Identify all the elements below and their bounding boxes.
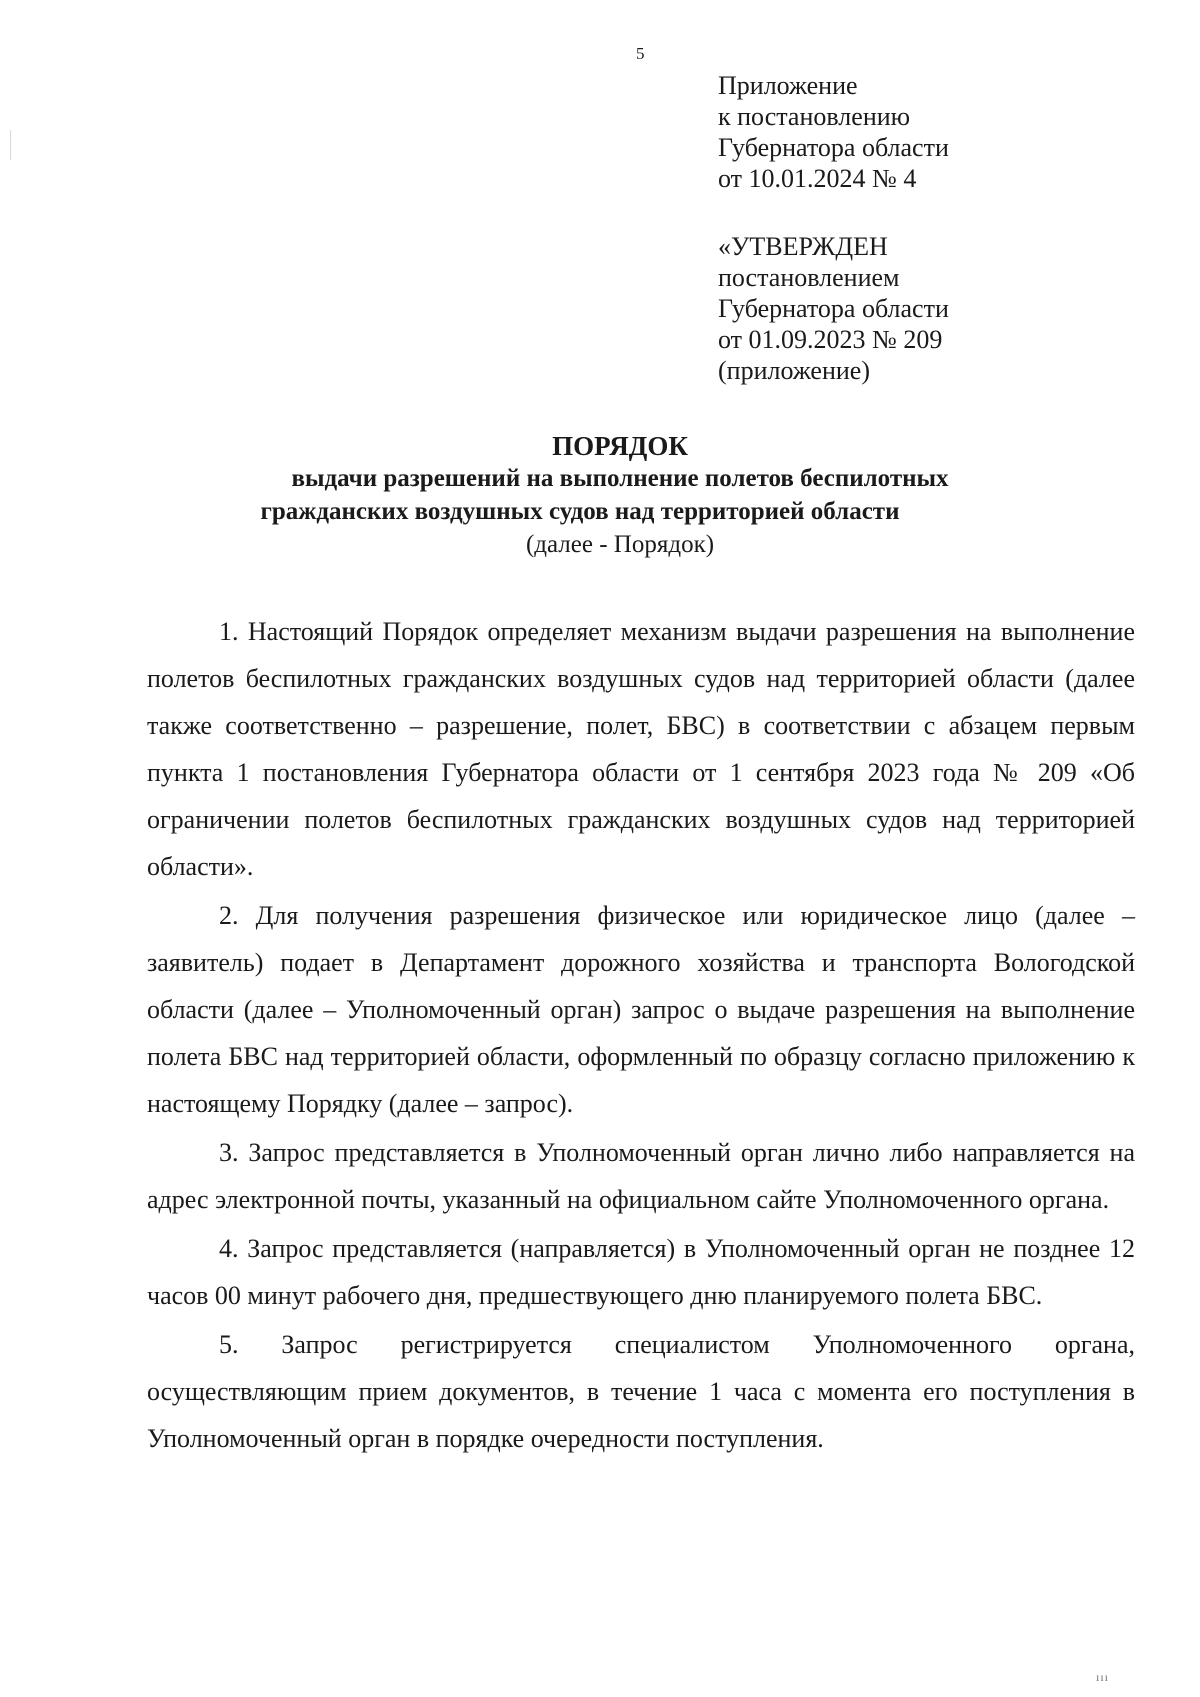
document-title: ПОРЯДОК: [552, 431, 688, 461]
paragraph-2: 2. Для получения разрешения физическое или юридическое лицо (далее – заявитель) подает в Департамент дорожного хозяйства и транспорта Вологодской области (далее – Уполномоченный орган) запрос о выдаче разрешения на выполнение полета БВС над территорией области, оформленный по образцу согласно приложению к настоящему Порядку (далее – запрос).: [147, 901, 1135, 1118]
approval-date-line: от 01.09.2023 № 209: [718, 325, 943, 354]
document-subtitle-line: гражданских воздушных судов над территорией области: [260, 498, 900, 525]
document-body: [147, 608, 1135, 1464]
paragraph-3: 3. Запрос представляется в Уполномоченный орган лично либо направляется на адрес электронной почты, указанный на официальном сайте Уполномоченного органа.: [147, 1138, 1135, 1214]
scan-artifact: ııı: [1096, 1670, 1110, 1684]
annex-block: [718, 70, 949, 194]
approval-line: постановлением: [718, 263, 900, 292]
annex-date-line: от 10.01.2024 № 4: [718, 164, 917, 193]
approval-line: «УТВЕРЖДЕН: [718, 232, 888, 261]
annex-line: к постановлению: [718, 102, 911, 131]
approval-line: Губернатора области: [718, 294, 949, 323]
paragraph-1: 1. Настоящий Порядок определяет механизм выдачи разрешения на выполнение полетов беспилотных гражданских воздушных судов над территорией области (далее также соответственно – разрешение, полет, БВС) в соответствии с абзацем первым пункта 1 постановления Губернатора области от 1 сентября 2023 года № 209 «Об ограничении полетов беспилотных гражданских воздушных судов над территорией области».: [147, 617, 1135, 881]
paragraph-5: 5. Запрос регистрируется специалистом Уполномоченного органа, осуществляющим прием документов, в течение 1 часа с момента его поступления в Уполномоченный орган в порядке очередности поступления.: [147, 1330, 1135, 1453]
document-subtitle-line: выдачи разрешений на выполнение полетов беспилотных: [291, 465, 949, 492]
title-block: [140, 430, 1200, 561]
annex-line: Приложение: [718, 71, 858, 100]
approval-block: [718, 231, 949, 386]
annex-line: Губернатора области: [718, 133, 949, 162]
paragraph-4: 4. Запрос представляется (направляется) в Уполномоченный орган не позднее 12 часов 00 минут рабочего дня, предшествующего дню планируемого полета БВС.: [147, 1234, 1135, 1310]
approval-line: (приложение): [718, 356, 871, 385]
scan-edge-mark: [10, 130, 11, 160]
page-number: 5: [636, 44, 645, 63]
document-subtitle-note: (далее - Порядок): [525, 531, 715, 558]
